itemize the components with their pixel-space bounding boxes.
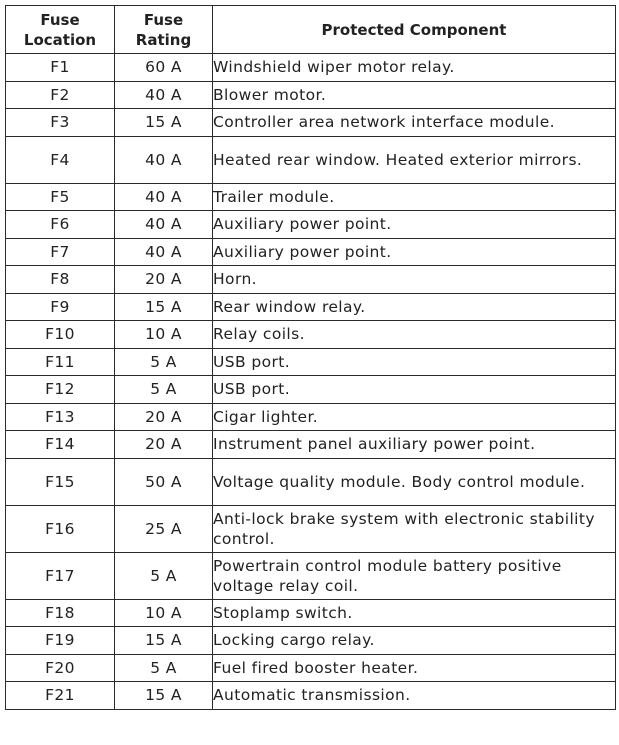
fuse-rating-cell: 5 A (115, 654, 213, 682)
protected-component-cell: Controller area network interface module. (213, 109, 616, 137)
fuse-rating-cell: 15 A (115, 627, 213, 655)
fuse-rating-cell: 5 A (115, 348, 213, 376)
fuse-rating-cell: 60 A (115, 54, 213, 82)
protected-component-cell: Heated rear window. Heated exterior mirrors. (213, 136, 616, 183)
table-row (6, 266, 616, 294)
table-body (6, 54, 616, 710)
fuse-location-cell: F6 (6, 211, 115, 239)
protected-component-cell: USB port. (213, 376, 616, 404)
protected-component-cell: Fuel fired booster heater. (213, 654, 616, 682)
table-row (6, 682, 616, 710)
table-row (6, 136, 616, 183)
table-row (6, 54, 616, 82)
fuse-rating-cell: 10 A (115, 321, 213, 349)
fuse-rating-cell: 20 A (115, 431, 213, 459)
fuse-location-cell: F19 (6, 627, 115, 655)
protected-component-cell: Auxiliary power point. (213, 211, 616, 239)
protected-component-cell: Windshield wiper motor relay. (213, 54, 616, 82)
table-row (6, 293, 616, 321)
fuse-location-cell: F21 (6, 682, 115, 710)
protected-component-cell: Auxiliary power point. (213, 238, 616, 266)
protected-component-cell: Automatic transmission. (213, 682, 616, 710)
protected-component-cell: Horn. (213, 266, 616, 294)
fuse-location-cell: F17 (6, 552, 115, 599)
protected-component-cell: Powertrain control module battery positive voltage relay coil. (213, 552, 616, 599)
fuse-location-cell: F3 (6, 109, 115, 137)
table-row (6, 458, 616, 505)
table-row (6, 552, 616, 599)
fuse-location-cell: F11 (6, 348, 115, 376)
table-row (6, 238, 616, 266)
fuse-location-cell: F10 (6, 321, 115, 349)
table-row (6, 183, 616, 211)
protected-component-cell: Blower motor. (213, 81, 616, 109)
header-fuse-location-line-2: Location (23, 30, 97, 49)
header-fuse-rating (115, 6, 213, 54)
protected-component-cell: Rear window relay. (213, 293, 616, 321)
fuse-rating-cell: 50 A (115, 458, 213, 505)
protected-component-cell: Trailer module. (213, 183, 616, 211)
fuse-rating-cell: 15 A (115, 682, 213, 710)
fuse-rating-cell: 20 A (115, 403, 213, 431)
protected-component-cell: Locking cargo relay. (213, 627, 616, 655)
table-row (6, 376, 616, 404)
table-row (6, 654, 616, 682)
fuse-rating-cell: 15 A (115, 109, 213, 137)
header-fuse-location (6, 6, 115, 54)
fuse-location-cell: F9 (6, 293, 115, 321)
fuse-location-cell: F18 (6, 599, 115, 627)
fuse-rating-cell: 25 A (115, 505, 213, 552)
fuse-rating-cell: 20 A (115, 266, 213, 294)
fuse-location-cell: F13 (6, 403, 115, 431)
table-row (6, 348, 616, 376)
fuse-rating-cell: 40 A (115, 183, 213, 211)
header-row (6, 6, 616, 54)
table-row (6, 627, 616, 655)
fuse-location-cell: F7 (6, 238, 115, 266)
protected-component-cell: Relay coils. (213, 321, 616, 349)
table-header (6, 6, 616, 54)
fuse-table (5, 5, 616, 710)
fuse-rating-cell: 15 A (115, 293, 213, 321)
fuse-rating-cell: 40 A (115, 81, 213, 109)
fuse-location-cell: F20 (6, 654, 115, 682)
table-row (6, 109, 616, 137)
table-row (6, 403, 616, 431)
fuse-location-cell: F15 (6, 458, 115, 505)
fuse-location-cell: F2 (6, 81, 115, 109)
protected-component-cell: USB port. (213, 348, 616, 376)
fuse-rating-cell: 10 A (115, 599, 213, 627)
header-protected-component: Protected Component (213, 6, 616, 54)
header-fuse-location-line-1: Fuse (40, 10, 80, 29)
fuse-location-cell: F4 (6, 136, 115, 183)
protected-component-cell: Anti-lock brake system with electronic stability control. (213, 505, 616, 552)
protected-component-cell: Voltage quality module. Body control module. (213, 458, 616, 505)
fuse-rating-cell: 5 A (115, 552, 213, 599)
fuse-rating-cell: 40 A (115, 211, 213, 239)
table-row (6, 505, 616, 552)
table-row (6, 211, 616, 239)
table-row (6, 599, 616, 627)
table-row (6, 321, 616, 349)
fuse-rating-cell: 40 A (115, 136, 213, 183)
fuse-rating-cell: 5 A (115, 376, 213, 404)
header-fuse-rating-line-1: Fuse (143, 10, 184, 29)
fuse-location-cell: F5 (6, 183, 115, 211)
header-fuse-rating-line-2: Rating (135, 30, 192, 49)
fuse-location-cell: F14 (6, 431, 115, 459)
fuse-location-cell: F12 (6, 376, 115, 404)
protected-component-cell: Cigar lighter. (213, 403, 616, 431)
table-row (6, 81, 616, 109)
fuse-location-cell: F16 (6, 505, 115, 552)
protected-component-cell: Instrument panel auxiliary power point. (213, 431, 616, 459)
protected-component-cell: Stoplamp switch. (213, 599, 616, 627)
table-row (6, 431, 616, 459)
fuse-location-cell: F1 (6, 54, 115, 82)
fuse-location-cell: F8 (6, 266, 115, 294)
fuse-rating-cell: 40 A (115, 238, 213, 266)
